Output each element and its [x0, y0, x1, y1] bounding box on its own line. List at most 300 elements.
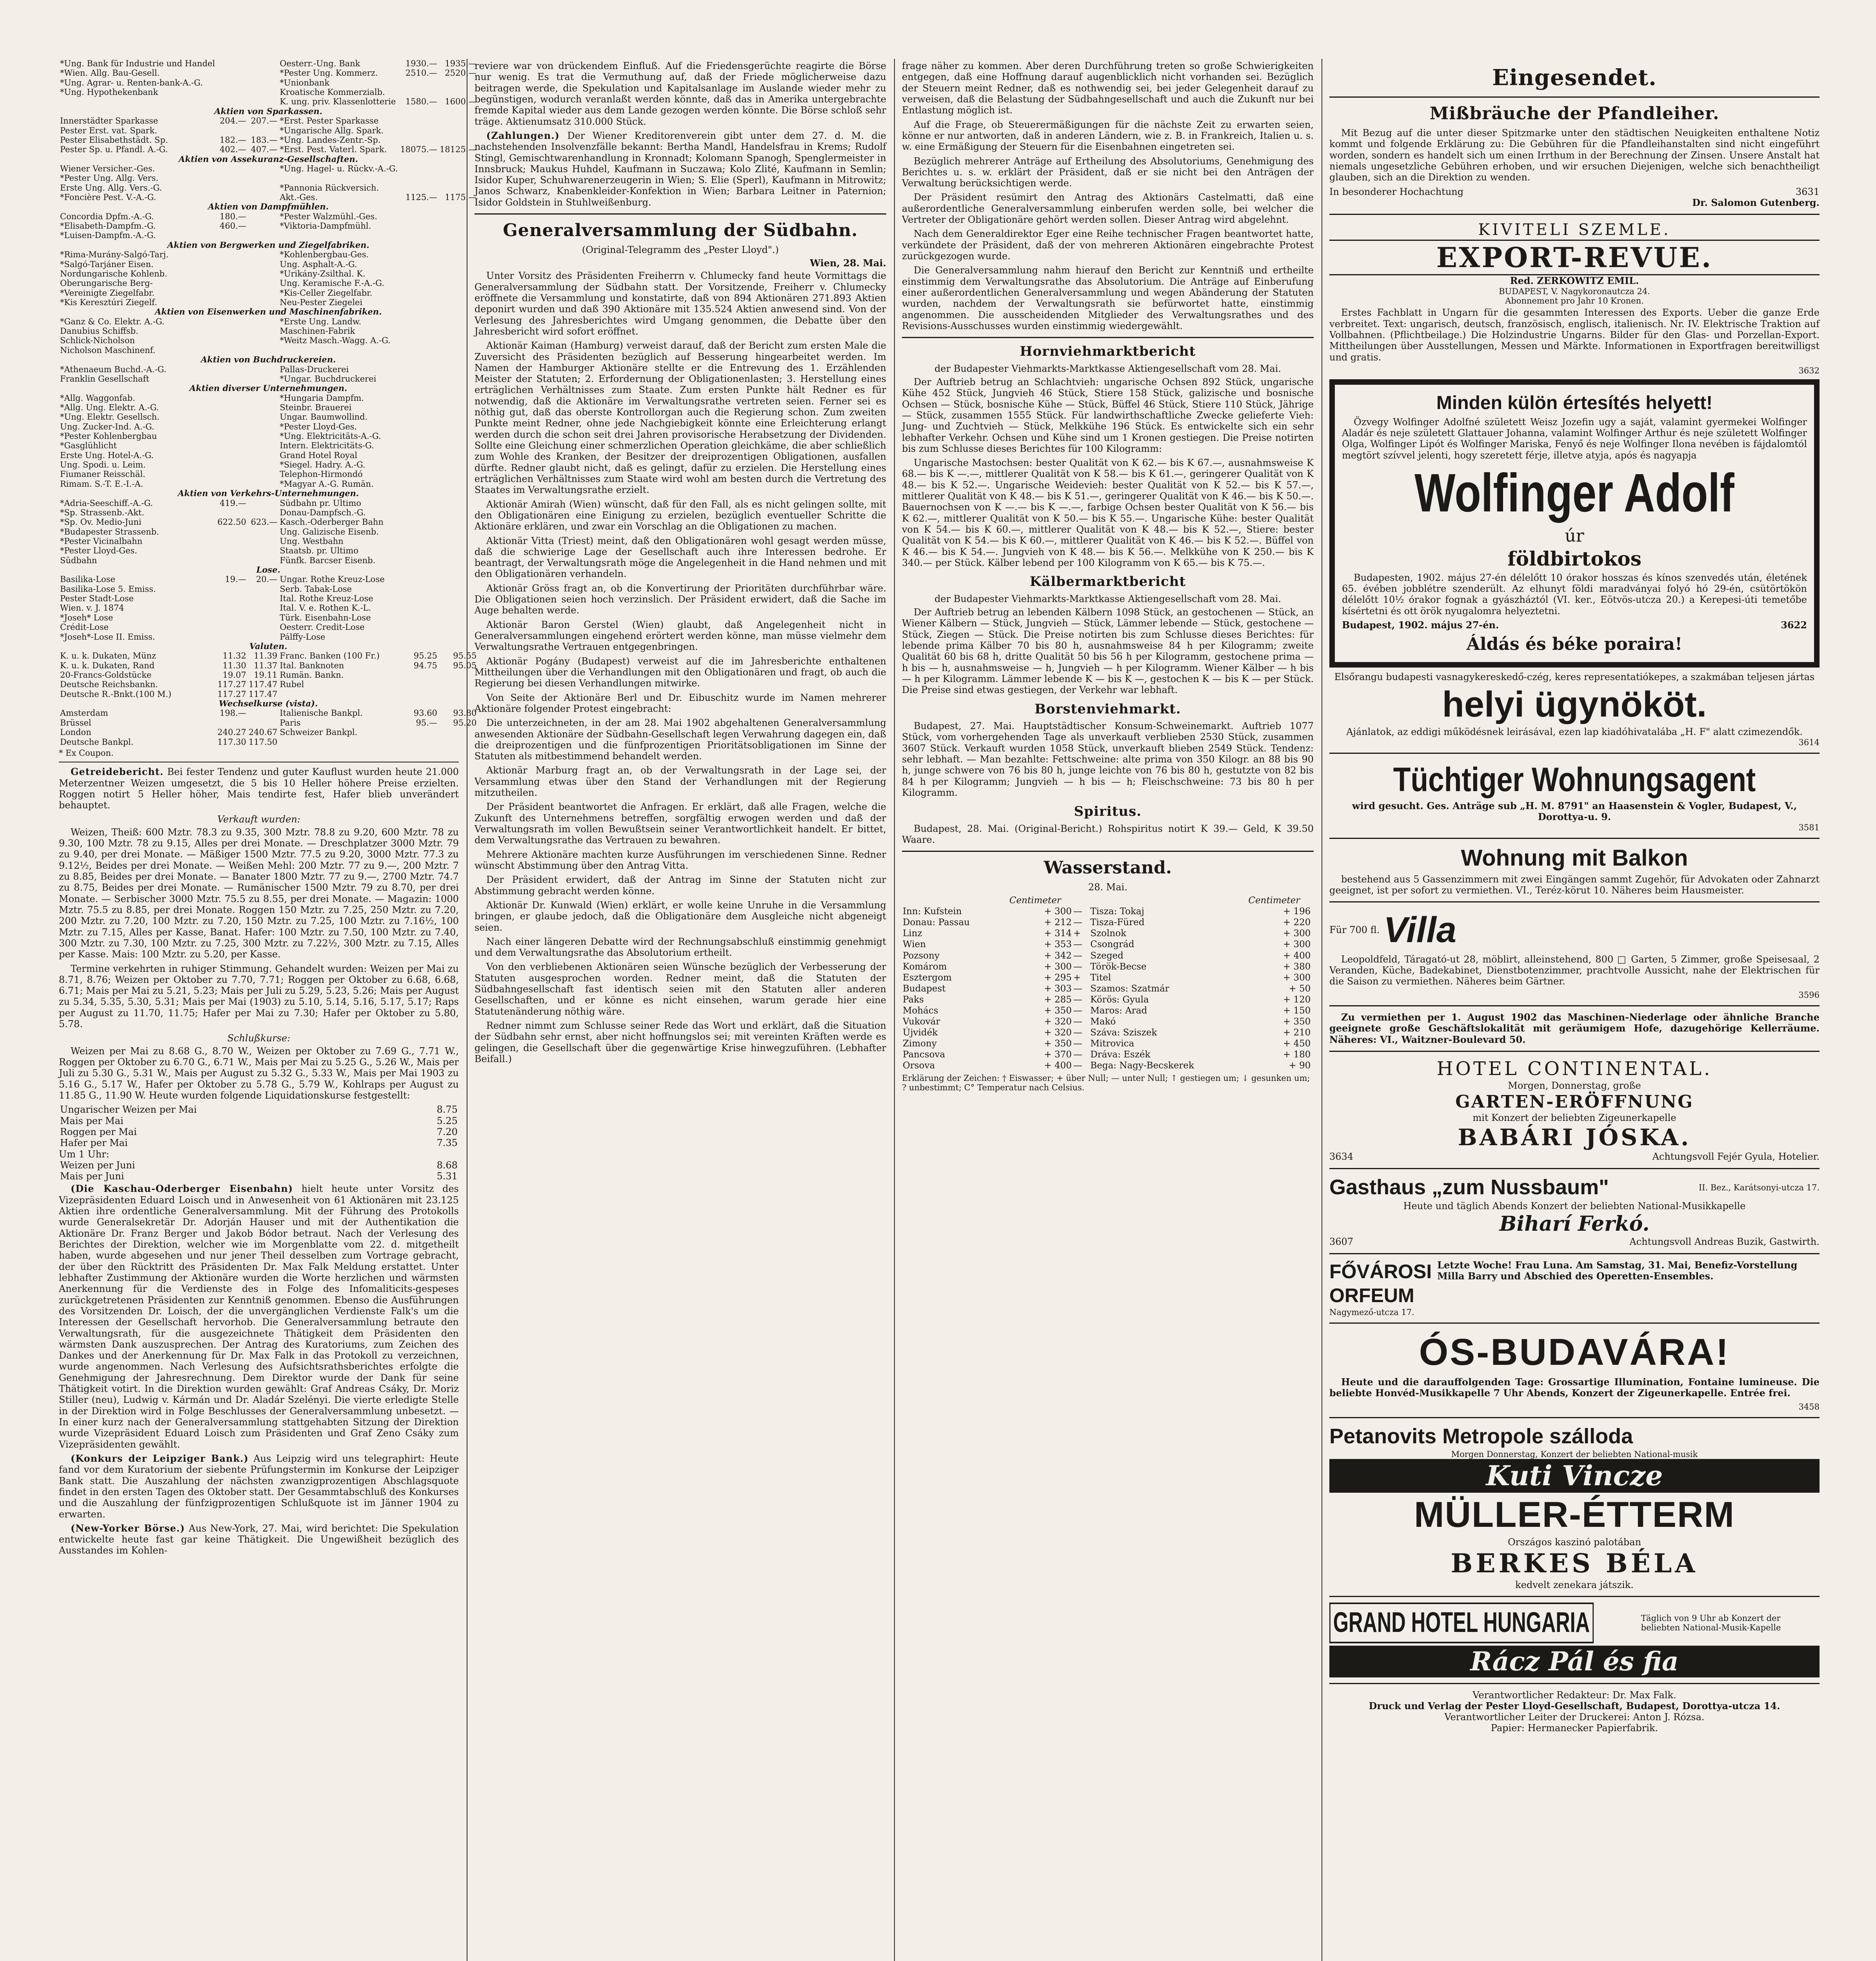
- nyork-text: Aus New-York, 27. Mai, wird berichtet: Die Spekulation entwickelte heute fast gar keine Thätigkeit. Die Ungewißheit bezüglich des Ausstandes im Kohlen-: [59, 1523, 459, 1556]
- table-cell: Ung. Westbahn: [280, 536, 344, 546]
- column-2: [474, 59, 886, 1961]
- divider: [902, 851, 1314, 852]
- table-cell: Vukovár: [903, 1016, 940, 1027]
- table-cell: Deutsche Reichsbankn.: [60, 680, 158, 689]
- schluss-text: Weizen per Mai zu 8.68 G., 8.70 W., Weizen per Oktober zu 7.69 G., 7.71 W., Roggen per Oktober zu 6.70 G., 6.71 W., Mais per Mai zu 5.25 G., 5.26 W., Mais per Juli zu 5.30 G., 5.31 W., Mais per August zu 5.32 G., 5.33 W., Mais per Mai 1903 zu 5.16 G., 5.17 W., Hafer per Oktober zu 5.78 G., 5.79 W., Kohlraps per August zu 11.85 G., 11.90 W. Heute wurden folgende Liquidationskurse festgestellt:: [59, 1045, 459, 1101]
- table-cell: + 300: [1044, 961, 1072, 972]
- table-cell: [399, 527, 438, 537]
- table-cell: + 400: [1044, 1061, 1072, 1071]
- table-cell: [216, 59, 247, 68]
- nussbaum-text: Heute und täglich Abends Konzert der beliebten National-Musikkapelle: [1403, 1200, 1746, 1212]
- table-row: [59, 1137, 459, 1148]
- table-cell: [216, 451, 247, 460]
- table-cell: 93.80: [453, 708, 477, 718]
- table-cell: 117.47: [248, 689, 278, 699]
- table-cell: [399, 288, 438, 298]
- table-cell: [216, 346, 247, 355]
- imprint-4: Papier: Hermanecker Papierfabrik.: [1491, 1723, 1658, 1734]
- table-cell: [1311, 950, 1314, 961]
- table-cell: *Magyar A.-G. Rumän.: [280, 479, 374, 489]
- obit-date: Budapest, 1902. május 27-én.: [1342, 619, 1499, 631]
- table-cell: [247, 126, 278, 135]
- table-cell: [438, 546, 478, 555]
- table-cell: [1311, 994, 1314, 1005]
- konkurs-title: (Konkurs der Leipziger Bank.): [71, 1452, 249, 1464]
- table-cell: 95.20: [453, 718, 477, 728]
- nussbaum-addr: II. Bez., Karátsonyi-utcza 17.: [1698, 1182, 1820, 1192]
- table-cell: Rimam. S.-T. E.-I.-A.: [60, 479, 144, 489]
- table-row: [59, 575, 478, 584]
- table-header-cell: Centimeter: [1009, 895, 1061, 906]
- table-cell: [216, 269, 247, 278]
- table-cell: [278, 231, 399, 240]
- orfeum: ORFEUM: [1329, 1284, 1414, 1306]
- table-cell: 18075.—: [400, 145, 438, 155]
- borsten-title: Borstenviehmarkt.: [1034, 701, 1181, 717]
- obit-name: Wolfinger Adolf: [1414, 463, 1734, 524]
- table-row: [59, 278, 478, 288]
- table-header-cell: [1311, 895, 1314, 906]
- table-cell: Brüssel: [60, 718, 91, 728]
- table-cell: [216, 632, 247, 642]
- divider: [1329, 1683, 1820, 1684]
- table-cell: [216, 78, 247, 87]
- table-cell: Franc. Banken (100 Fr.): [280, 651, 380, 661]
- table-cell: + 350: [1044, 1038, 1072, 1049]
- table-row: [59, 498, 478, 508]
- table-cell: Mitrovica: [1090, 1038, 1134, 1049]
- villa-title: Villa: [1383, 910, 1457, 950]
- table-row: [59, 346, 478, 355]
- table-cell: 240.67: [248, 728, 278, 737]
- kiviteli: KIVITELI SZEMLE.: [1478, 221, 1671, 239]
- table-cell: + 353: [1044, 939, 1072, 950]
- obit-foot: Áldás és béke poraira!: [1466, 634, 1683, 655]
- table-cell: Amsterdam: [60, 708, 108, 718]
- table-cell: [399, 689, 438, 699]
- table-cell: *Viktoria-Dampfmühl.: [280, 221, 371, 231]
- table-cell: *Ung. Bank für Industrie und Handel: [60, 59, 215, 68]
- helyi-title: helyi ügynököt.: [1442, 684, 1707, 725]
- table-section-header: Aktien von Verkehrs-Unternehmungen.: [178, 488, 359, 498]
- table-row: [59, 451, 478, 460]
- table-cell: [438, 517, 478, 527]
- divider: [1329, 838, 1820, 839]
- table-cell: [216, 68, 247, 78]
- table-cell: Pálffy-Lose: [280, 632, 325, 642]
- table-cell: [247, 68, 278, 78]
- table-cell: Dráva: Eszék: [1090, 1049, 1151, 1060]
- table-row: [902, 983, 1314, 994]
- table-cell: Maschinen-Fabrik: [280, 326, 355, 336]
- table-cell: [399, 469, 438, 479]
- zahlung-title: (Zahlungen.): [486, 129, 560, 141]
- table-row: [59, 584, 478, 594]
- table-cell: [216, 374, 247, 384]
- table-cell: [1311, 961, 1314, 972]
- table-cell: [438, 431, 478, 441]
- divider: [1329, 753, 1820, 754]
- table-cell: [438, 451, 478, 460]
- table-cell: [438, 460, 478, 469]
- table-cell: Ungar. Rothe Kreuz-Lose: [280, 575, 385, 584]
- table-cell: [399, 78, 438, 87]
- table-cell: [247, 346, 278, 355]
- table-row: [59, 422, 478, 431]
- table-cell: [216, 508, 247, 517]
- table-row: [59, 317, 478, 326]
- table-cell: + 314: [1044, 928, 1072, 939]
- table-cell: [247, 708, 278, 718]
- table-cell: [438, 469, 478, 479]
- table-cell: Deutsche Bankpl.: [60, 737, 134, 747]
- table-cell: [399, 556, 438, 565]
- table-cell: [247, 441, 278, 450]
- verkauft-text: Weizen, Theiß: 600 Mztr. 78.3 zu 9.35, 300 Mztr. 78.8 zu 9.20, 600 Mztr. 78 zu 9.30, 100 Mztr. 78 zu 9.15, Alles per drei Monate. — Dreschplatzer 3000 Mztr. 79 zu 9.40, per drei Monate. — Mäßiger 1500 Mztr. 77.5 zu 9.20, 3000 Mztr. 77.3 zu 9.12½, Beides per drei Monate. — Weißen Mehl: 200 Mztr. 77 zu 9.—, 200 Mztr. 7 zu 8.85, Beides per drei Monate. — Banater 1800 Mztr. 77 zu 9.—, 2700 Mztr. 74.7 zu 8.75, Beides per drei Monate. — Rumänischer 1500 Mztr. 79 zu 8.70, per drei Monate. — Serbischer 3000 Mztr. 75.5 zu 8.55, per drei Monate. — Magazin: 1000 Mztr. 75.5 zu 8.85, per drei Monate. Roggen 150 Mztr. zu 7.25, 250 Mztr. zu 7.20, 200 Mztr. zu 7.20, 100 Mztr. zu 7.20, 150 Mztr. zu 7.25, 100 Mztr. zu 7.16½, 100 Mztr. zu 7.15, Alles per Kasse, Banat. Hafer: 100 Mztr. zu 7.50, 100 Mztr. zu 7.40, 300 Mztr. zu 7.30, 100 Mztr. zu 7.25, 300 Mztr. zu 7.22½, 300 Mztr. zu 7.15, Alles per Kasse. Mais: 100 Mztr. zu 5.20, per Kasse.: [59, 826, 459, 960]
- table-row: [59, 212, 478, 221]
- table-cell: + 220: [1283, 917, 1311, 928]
- table-cell: [1311, 928, 1314, 939]
- table-cell: [438, 173, 478, 183]
- column-1: [59, 59, 477, 1961]
- table-cell: [247, 59, 278, 68]
- table-cell: London: [60, 728, 91, 737]
- fovarosi: FŐVÁROSI: [1329, 1260, 1432, 1282]
- table-cell: 240.27: [217, 728, 246, 737]
- table-cell: [399, 173, 438, 183]
- table-cell: [216, 412, 247, 422]
- table-cell: [247, 479, 278, 489]
- table-row: [902, 994, 1314, 1005]
- table-cell: [399, 212, 438, 221]
- table-cell: [247, 365, 278, 374]
- table-cell: [399, 116, 438, 126]
- paragraph: Der Präsident resümirt den Antrag des Aktionärs Castelmatti, daß eine außerordentliche Generalversammlung einberufen werden solle, bei welcher die Vertreter der Obligationäre gehört werden sollen. Dieser Antrag wird abgelehnt.: [902, 192, 1314, 226]
- babari-num: 3634: [1329, 1151, 1354, 1162]
- table-row: [59, 97, 478, 106]
- table-cell: + 285: [1044, 994, 1072, 1005]
- table-cell: Wien. v. J. 1874: [60, 603, 124, 613]
- table-cell: [216, 288, 247, 298]
- table-cell: *Pester Lloyd-Ges.: [60, 546, 137, 556]
- table-cell: [1311, 1049, 1314, 1060]
- table-cell: + 380: [1283, 961, 1311, 972]
- table-cell: 19.11: [254, 670, 278, 680]
- gv-dateline: Wien, 28. Mai.: [810, 257, 886, 269]
- table-cell: Oesterr.-Ung. Bank: [280, 59, 360, 68]
- column-rule: [894, 59, 895, 1961]
- table-cell: —: [1073, 994, 1082, 1005]
- table-cell: [438, 346, 478, 355]
- table-cell: + 212: [1044, 917, 1072, 928]
- table-section-header: Aktien von Sparkassen.: [214, 106, 323, 116]
- table-cell: Ung. Spodi. u. Leim.: [60, 460, 146, 470]
- table-cell: [1311, 906, 1314, 917]
- table-cell: Südbahn: [60, 555, 97, 565]
- table-row: [59, 173, 478, 183]
- table-cell: Török-Becse: [1090, 961, 1147, 972]
- table-cell: [438, 78, 478, 87]
- table-cell: Ital. Rothe Kreuz-Lose: [280, 594, 373, 604]
- table-cell: [438, 479, 478, 489]
- table-cell: [216, 126, 247, 135]
- horn-subtitle: der Budapester Viehmarkts-Marktkasse Aktiengesellschaft vom 28. Mai.: [934, 363, 1281, 374]
- table-cell: —: [1073, 1038, 1082, 1049]
- table-cell: 11.32: [222, 651, 246, 661]
- table-cell: [216, 718, 247, 728]
- export-text: Erstes Fachblatt in Ungarn für die gesammten Interessen des Exports. Ueber die ganze Erde verbreitet. Text: ungarisch, deutsch, französisch, englisch, italienisch. Nr. IV. Elektrische Traktion auf Vollbahnen. (Pflichtbeilage.) Die Holzindustrie Ungarns. Bilder für den Glas- und Porzellan-Export. Mittheilungen über Ausstellungen, Messen und Märkte. Informationen in Exportfragen bereitwilligst und gratis.: [1329, 307, 1820, 363]
- table-cell: [247, 87, 278, 97]
- liquidation-table: [59, 1104, 459, 1148]
- table-cell: [438, 594, 478, 603]
- table-row: [59, 718, 478, 728]
- table-row: [59, 145, 478, 154]
- table-cell: Staatsb. pr. Ultimo: [280, 546, 358, 556]
- table-row: [59, 508, 478, 517]
- table-cell: Ung. Zucker-Ind. A.-G.: [60, 422, 155, 431]
- table-cell: [1311, 939, 1314, 950]
- paragraph: Mehrere Aktionäre machten kurze Ausführungen im verschiedenen Sinne. Redner wünscht Abstimmung über den Antrag Vitta.: [474, 849, 886, 871]
- table-cell: [247, 231, 278, 240]
- paragraph: Die Generalversammlung nahm hierauf den Bericht zur Kenntniß und ertheilte einstimmig dem Verwaltungsrathe das Absolutorium. Die Anträge auf Einberufung einer außerordentlichen Generalversammlung und wegen Abänderung der Statuten wurden, nachdem der Verwaltungsrath sie befürwortet hatte, einstimmig angenommen. Die ausscheidenden Mitglieder des Verwaltungsrathes und des Revisions-Ausschusses wurden einstimmig wiedergewählt.: [902, 265, 1314, 331]
- babari-sub: Achtungsvoll Fejér Gyula, Hotelier.: [1652, 1151, 1820, 1162]
- table-cell: [399, 632, 438, 642]
- table-cell: 93.60: [413, 708, 438, 718]
- table-cell: Komárom: [903, 961, 947, 972]
- table-cell: [399, 336, 438, 345]
- paragraph: Aktionär Baron Gerstel (Wien) glaubt, daß Angelegenheit nicht in Generalversammlungen eingehend erörtert werden könne, man müsse vielmehr dem Verwaltungsrathe Vertrauen entgegenbringen.: [474, 619, 886, 653]
- table-cell: 7.35: [436, 1137, 458, 1149]
- table-section-header: Aktien diverser Unternehmungen.: [189, 383, 347, 393]
- table-cell: [247, 403, 278, 412]
- table-cell: Telephon-Hirmondó: [280, 469, 363, 479]
- table-row: [902, 939, 1314, 950]
- kaschau-title: (Die Kaschau-Oderberger Eisenbahn): [71, 1183, 293, 1195]
- muller-sub: Országos kaszinó palotában: [1507, 1537, 1642, 1548]
- masch-text: Zu vermiethen per 1. August 1902 das Maschinen-Niederlage oder ähnliche Branche geeignete große Geschäftslokalität mit geräumigem Hofe, dazugehörige Kellerräume. Näheres: VI., Waitzner-Boulevard 50.: [1329, 1011, 1820, 1045]
- table-cell: [247, 97, 278, 106]
- table-cell: [399, 135, 438, 145]
- table-section-header: Aktien von Buchdruckereien.: [201, 355, 336, 365]
- villa-num: 3596: [1798, 990, 1820, 1000]
- table-cell: [247, 336, 278, 345]
- getreide-title: Getreidebericht.: [71, 766, 164, 778]
- table-cell: [399, 517, 438, 527]
- table-cell: [216, 584, 247, 594]
- table-cell: *Hungaria Dampfm.: [280, 393, 364, 403]
- garten: GARTEN-ERÖFFNUNG: [1455, 1091, 1694, 1112]
- table-cell: [438, 231, 478, 240]
- table-cell: 95.05: [453, 660, 477, 670]
- table-cell: [399, 278, 438, 288]
- osbuda-num: 3458: [1798, 1402, 1820, 1412]
- table-cell: [399, 575, 438, 584]
- table-cell: *Pester Walzmühl.-Ges.: [280, 211, 377, 221]
- obit-title2: földbirtokos: [1507, 547, 1642, 570]
- table-cell: + 320: [1044, 1027, 1072, 1038]
- table-row: [59, 164, 478, 173]
- obit-text: Özvegy Wolfinger Adolfné született Weisz Jozefin ugy a saját, valamint gyermekei Wolfinger Aladár és neje született Glattauer Johanna, valamint Wolfinger Arthur és neje született Wolfinger Olga, Wolfinger Lipót és Wolfinger Mariska, Fenyő és neje Wolfinger Ilona nevében is fájdalomtól megtört szívvel jelenti, hogy szeretett férje, illetve atyja, após és nagyapja: [1342, 416, 1807, 461]
- table-cell: [1311, 917, 1314, 928]
- table-row: [902, 1027, 1314, 1038]
- securities-table: [59, 59, 478, 747]
- table-cell: [438, 116, 478, 126]
- table-cell: [247, 193, 278, 202]
- table-cell: [216, 556, 247, 565]
- table-cell: + 400: [1283, 950, 1311, 961]
- table-row: [59, 527, 478, 537]
- table-cell: *Siegel. Hadry. A.-G.: [280, 460, 365, 470]
- table-cell: [438, 317, 478, 326]
- getreide-text: Bei fester Tendenz und guter Kauflust wurden heute 21.000 Meterzentner Weizen umgesetzt, die 5 bis 10 Heller höhere Preise erzielten. Roggen notirt 5 Heller höher, Mais tendirte fest, Hafer blieb unverändert behauptet.: [59, 766, 459, 811]
- table-cell: Pallas-Druckerei: [280, 364, 349, 374]
- table-cell: Orsova: [903, 1061, 935, 1071]
- table-cell: [1311, 1038, 1314, 1049]
- paragraph: Die unterzeichneten, in der am 28. Mai 1902 abgehaltenen Generalversammlung anwesenden Aktionäre der Südbahn-Gesellschaft legen Verwahrung dagegen ein, daß die dreiprozentigen und die fünfprozentigen Prioritätsobligationen im Sinne der Statuten als mitbestimmend behandelt werden.: [474, 717, 886, 762]
- table-cell: —: [1073, 961, 1082, 972]
- table-cell: [216, 613, 247, 622]
- table-cell: [216, 183, 247, 193]
- table-cell: —: [1073, 1049, 1082, 1060]
- table-cell: *Ung. Hagel- u. Rückv.-A.-G.: [280, 164, 398, 173]
- kuti: Kuti Vincze: [1329, 1459, 1820, 1492]
- table-cell: [247, 260, 278, 269]
- one-oclock-table: [59, 1160, 459, 1182]
- table-cell: [1311, 1027, 1314, 1038]
- table-cell: Kasch.-Oderberger Bahn: [280, 517, 384, 527]
- table-cell: Ungar. Baumwollind.: [280, 412, 368, 422]
- table-row: [902, 928, 1314, 939]
- table-cell: Mais per Juni: [60, 1171, 124, 1182]
- table-cell: Zimony: [903, 1038, 937, 1049]
- table-cell: Szeged: [1090, 950, 1123, 961]
- table-row: [59, 460, 478, 469]
- table-cell: [1311, 1060, 1314, 1071]
- table-row: [902, 1049, 1314, 1060]
- table-cell: Rubel: [280, 680, 304, 689]
- col2-intro: reviere war von drückendem Einfluß. Auf die Friedensgerüchte reagirte die Börse nur wenig. Es trat die Vermuthung auf, daß der Friede möglicherweise dazu beitragen werde, die Spekulation und Kapitalsanlage im Auslande wieder mehr zu begünstigen, wodurch veranlaßt werden könnte, daß das in Amerika untergebrachte fremde Kapital wieder aus dem Lande gezogen werden könnte. Die Börse schloß sehr träge. Aktienumsatz 310.000 Stück.: [474, 60, 886, 127]
- table-cell: [399, 393, 438, 403]
- table-cell: 2520.—: [445, 68, 477, 78]
- table-cell: Csongrád: [1090, 939, 1134, 950]
- table-cell: [438, 326, 478, 336]
- table-row: [59, 431, 478, 441]
- table-cell: [247, 221, 278, 231]
- table-cell: [438, 87, 478, 97]
- table-row: [59, 260, 478, 269]
- termine-text: Termine verkehrten in ruhiger Stimmung. Gehandelt wurden: Weizen per Mai zu 8.71, 8.76; Weizen per Oktober zu 7.70, 7.71; Roggen per Oktober zu 6.68, 6.68, 6.71; Mais per Mai zu 5.21, 5.23; Mais per Juli zu 5.29, 5.23, 5.26; Mais per August zu 5.34, 5.35, 5.30, 5.31; Mais per Mai (1903) zu 5.10, 5.14, 5.16, 5.17, 5.17; Raps per August zu 11.70, 11.75; Hafer per Mai zu 7.30; Hafer per Oktober zu 5.80, 5.78.: [59, 963, 459, 1030]
- table-cell: [399, 164, 438, 173]
- export-title: EXPORT-REVUE.: [1329, 240, 1820, 275]
- table-cell: Szamos: Szatmár: [1090, 983, 1169, 994]
- garten-sub: mit Konzert der beliebten Zigeunerkapelle: [1472, 1112, 1676, 1124]
- table-row: [59, 87, 478, 97]
- table-cell: [1311, 1005, 1314, 1016]
- nyork-title: (New-Yorker Börse.): [71, 1522, 185, 1534]
- table-cell: +: [1073, 972, 1081, 983]
- table-cell: *Ganz & Co. Elektr. A.-G.: [60, 317, 165, 326]
- table-cell: [247, 594, 278, 603]
- table-cell: [216, 537, 247, 546]
- table-cell: Grand Hotel Royal: [280, 450, 358, 460]
- table-cell: *Ung. Elektricitäts-A.-G.: [280, 431, 381, 441]
- table-cell: 8.75: [436, 1104, 458, 1115]
- table-cell: [247, 584, 278, 594]
- table-cell: [247, 508, 278, 517]
- table-cell: *Pester Lloyd-Ges.: [280, 422, 357, 431]
- export-revue-ad: [1329, 220, 1820, 375]
- uhr-label: Um 1 Uhr:: [59, 1148, 109, 1160]
- table-cell: Pester Elisabethstädt. Sp.: [60, 135, 168, 145]
- gv-body: [474, 270, 886, 1064]
- export-num: 3632: [1798, 366, 1820, 375]
- table-section-header: Wechselkurse (vista).: [219, 699, 318, 709]
- table-cell: [438, 250, 478, 259]
- table-cell: 117.30: [217, 737, 246, 747]
- hotel-text: Morgen, Donnerstag, große: [1508, 1080, 1641, 1091]
- table-cell: + 180: [1283, 1049, 1311, 1060]
- table-cell: Ung. Galizische Eisenb.: [280, 527, 379, 537]
- table-cell: [438, 212, 478, 221]
- table-row: [59, 517, 478, 527]
- table-cell: [247, 173, 278, 183]
- kalb-title: Kälbermarktbericht: [1029, 574, 1186, 590]
- table-cell: [438, 689, 478, 699]
- table-cell: [247, 451, 278, 460]
- table-cell: [216, 603, 247, 613]
- table-cell: Paris: [280, 718, 301, 728]
- table-cell: + 320: [1044, 1016, 1072, 1027]
- divider: [474, 213, 886, 215]
- table-cell: 1600.—: [445, 97, 477, 107]
- table-cell: + 295: [1044, 972, 1072, 983]
- verkauft-title: Verkauft wurden:: [217, 814, 300, 825]
- table-cell: [278, 346, 399, 355]
- table-cell: [399, 451, 438, 460]
- table-cell: [399, 269, 438, 278]
- table-cell: Esztergom: [903, 972, 952, 983]
- table-row: [59, 326, 478, 336]
- paragraph: Unter Vorsitz des Präsidenten Freiherrn v. Chlumecky fand heute Vormittags die Generalversammlung der Südbahn statt. Der Vorsitzende, Freiherr v. Chlumecky eröffnete die Versammlung und konstatirte, daß von 894 Aktionären 271.893 Aktien deponirt wurden und daß 390 Aktionäre mit 135.524 Aktien anwesend sind. Von der Verlesung des Jahresberichtes wird Umgang genommen, die Debatte über den Jahresbericht wird sofort eröffnet.: [474, 270, 886, 337]
- table-cell: Száva: Sziszek: [1090, 1027, 1157, 1038]
- table-cell: *Wien. Allg. Bau-Gesell.: [60, 68, 160, 78]
- table-cell: [399, 365, 438, 374]
- table-row: [59, 126, 478, 135]
- table-cell: *Allg. Ung. Elektr. A.-G.: [60, 402, 159, 412]
- table-cell: Concordia Dpfm.-A.-G.: [60, 211, 154, 221]
- table-row: [59, 374, 478, 384]
- table-cell: Wien: [903, 939, 926, 950]
- table-cell: 1580.—: [405, 97, 438, 107]
- table-cell: 94.75: [413, 660, 438, 670]
- table-cell: [438, 575, 478, 584]
- table-cell: Pozsony: [903, 950, 940, 961]
- table-cell: [399, 622, 438, 632]
- divider: [1329, 1253, 1820, 1254]
- paragraph: Aktionär Pogány (Budapest) verweist auf die im Jahresberichte enthaltenen Mittheilungen über die Verhandlungen mit den Obligationären und fragt, ob auch die Regierung bei diesen Verhandlungen mitwirke.: [474, 655, 886, 689]
- table-row: [59, 603, 478, 613]
- table-cell: Makó: [1090, 1016, 1116, 1027]
- table-cell: [247, 298, 278, 307]
- table-cell: —: [1073, 917, 1082, 928]
- table-cell: Roggen per Mai: [60, 1126, 137, 1137]
- table-cell: Titel: [1090, 972, 1111, 983]
- table-cell: [216, 193, 247, 202]
- table-row: [59, 613, 478, 622]
- table-cell: [438, 556, 478, 565]
- table-cell: [438, 374, 478, 384]
- table-cell: + 50: [1289, 983, 1311, 994]
